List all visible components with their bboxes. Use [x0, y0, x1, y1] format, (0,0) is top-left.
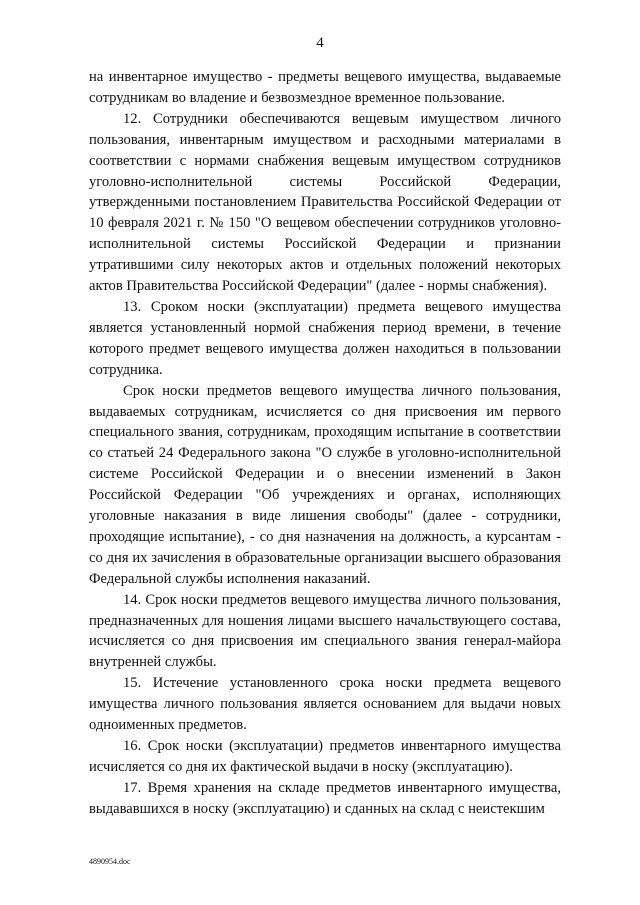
- paragraph-continuation: на инвентарное имущество - предметы вещевого имущества, выдаваемые сотрудникам во владение и безвозмездное временное пользование.: [89, 69, 561, 106]
- paragraph-clause-15: 15. Истечение установленного срока носки предмета вещевого имущества личного пользования является основанием для выдачи новых одноименных предметов.: [89, 675, 561, 734]
- page-number: 4: [316, 35, 324, 51]
- paragraph-clause-13: 13. Сроком носки (эксплуатации) предмета вещевого имущества является установленный нормой снабжения период времени, в течение которого предмет вещевого имущества должен находиться в пользовании сотрудника.: [89, 298, 561, 378]
- document-file-code: 4890954.doc: [89, 857, 131, 866]
- paragraph-clause-14: 14. Срок носки предметов вещевого имущества личного пользования, предназначенных для ношения лицами высшего начальствующего состава, исчисляется со дня присвоения им специального звания генерал-майора внутренней службы.: [89, 591, 561, 671]
- paragraph-wear-period-start: Срок носки предметов вещевого имущества личного пользования, выдаваемых сотрудникам, исчисляется со дня присвоения им первого специального звания, сотрудникам, проходящим испытание в соответствии со статьей 24 Федерального закона "О службе в уголовно-исполнительной системе Российской Федерации и о внесении изменений в Закон Российской Федерации "Об учреждениях и органах, исполняющих уголовные наказания в виде лишения свободы" (далее - сотрудники, проходящие испытание), - со дня назначения на должность, а курсантам - со дня их зачисления в образовательные организации высшего образования Федеральной службы исполнения наказаний.: [89, 382, 561, 587]
- document-body: [89, 67, 561, 820]
- paragraph-clause-17: 17. Время хранения на складе предметов инвентарного имущества, выдававшихся в носку (эксплуатацию) и сданных на склад с неистекшим: [89, 779, 561, 817]
- paragraph-clause-16: 16. Срок носки (эксплуатации) предметов инвентарного имущества исчисляется со дня их фактической выдачи в носку (эксплуатацию).: [89, 738, 561, 775]
- paragraph-clause-12: 12. Сотрудники обеспечиваются вещевым имуществом личного пользования, инвентарным имуществом и расходными материалами в соответствии с нормами снабжения вещевым имуществом сотрудников уголовно-исполнительной системы Российской Федерации, утвержденными постановлением Правительства Российской Федерации от 10 февраля 2021 г. № 150 "О вещевом обеспечении сотрудников уголовно-исполнительной системы Российской Федерации и признании утратившими силу некоторых актов и отдельных положений некоторых актов Правительства Российской Федерации" (далее - нормы снабжения).: [89, 110, 561, 295]
